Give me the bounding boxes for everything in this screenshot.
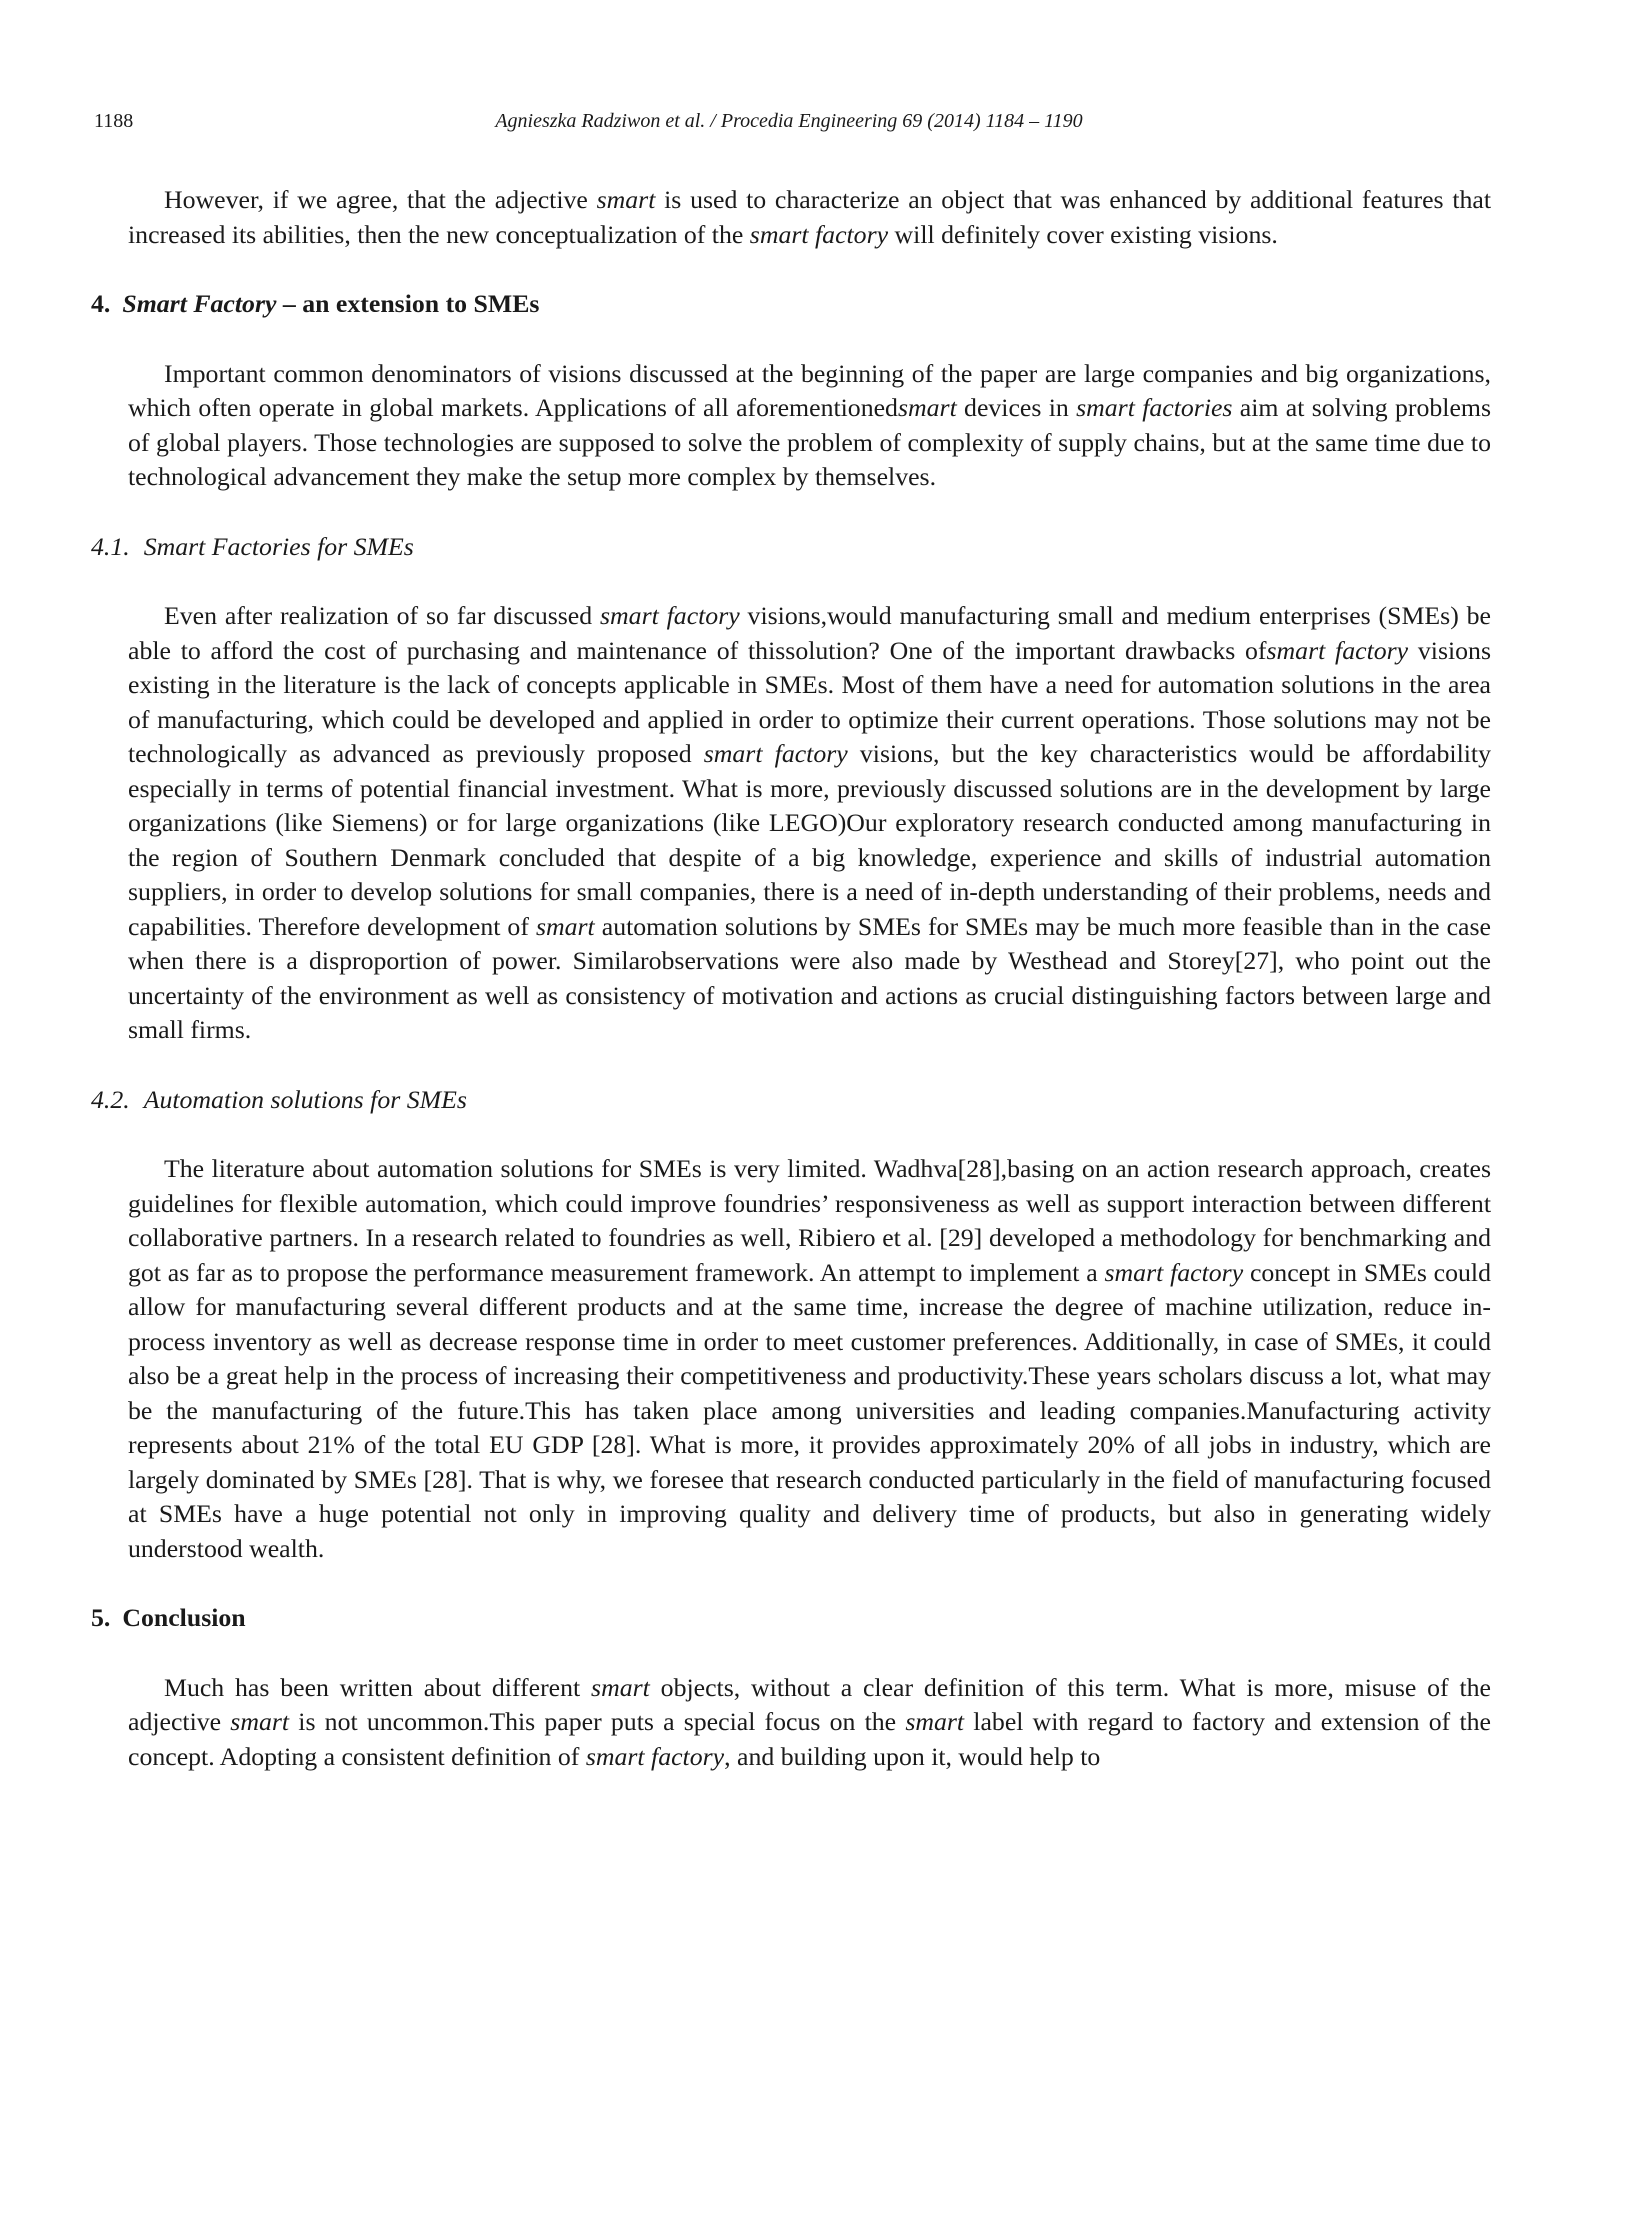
text-run: aim at solving problems of global players. Those technologies are supposed to solve the problem of complexity of supply chains, but at the same time due to technological advancement they make the setup more complex by themselves. xyxy=(128,393,1492,491)
section-heading-5 xyxy=(91,1601,1491,1636)
subsection-title: Smart Factories for SMEs xyxy=(143,531,414,561)
paragraph-conclusion xyxy=(128,1671,1491,1775)
subsection-heading-4-1 xyxy=(91,530,1491,565)
paragraph-section-4 xyxy=(128,357,1491,495)
text-run: Even after realization of so far discussed xyxy=(164,601,600,630)
text-run: , and building upon it, would help to xyxy=(724,1741,1101,1771)
italic-term: smart xyxy=(905,1707,965,1736)
subsection-number: 4.2. xyxy=(91,1084,130,1114)
text-run: concept in SMEs could allow for manufacturing several different products and at the same time, increase the degree of machine utilization, reduce in-process inventory as well as decrease response time in order to meet customer preferences. Additionally, in case of SMEs, it could also be a great help in the process of increasing their competitiveness and productivity.These years scholars discuss a lot, what may be the manufacturing of the future.This has taken place among universities and leading companies.Manufacturing activity represents about 21% of the total EU GDP [28]. What is more, it provides approximately 20% of all jobs in industry, which are largely dominated by SMEs [28]. That is why, we foresee that research conducted particularly in the field of manufacturing focused at SMEs have a huge potential not only in improving quality and delivery time of products, but also in generating widely understood wealth. xyxy=(128,1257,1491,1563)
italic-term: smart factory xyxy=(600,601,740,630)
text-run: is not uncommon.This paper puts a special focus on the xyxy=(289,1707,906,1736)
section-number: 4. xyxy=(91,289,111,318)
section-heading-4 xyxy=(91,287,1491,322)
text-run: devices in xyxy=(956,393,1077,422)
italic-term: smart xyxy=(897,393,957,422)
page-number: 1188 xyxy=(94,110,134,132)
text-run: is used to characterize an object that was enhanced by additional features that increased its abilities, then the new conceptualization of the xyxy=(128,185,1491,249)
article-body xyxy=(91,183,1492,1774)
text-run: visions existing in the literature is the lack of concepts applicable in SMEs. Most of them have a need for automation solutions in the area of manufacturing, which could be developed and applied in order to optimize their current operations. Those solutions may not be technologically as advanced as previously proposed xyxy=(128,635,1491,768)
italic-term: smart factory xyxy=(703,739,848,768)
paragraph-section-4-1 xyxy=(128,599,1491,1048)
page-header xyxy=(94,110,1484,140)
text-run: visions,would manufacturing small and medium enterprises (SMEs) be able to afford the cost of purchasing and maintenance of thissolution? One of the important drawbacks of xyxy=(128,601,1491,665)
section-number: 5. xyxy=(91,1603,111,1632)
section-title-italic: Smart Factory xyxy=(122,289,277,318)
text-run: automation solutions by SMEs for SMEs may be much more feasible than in the case when there is a disproportion of power. Similarobservations were also made by Westhead and Storey[27], who point out the uncertainty of the environment as well as consistency of motivation and actions as crucial distinguishing factors between large and small firms. xyxy=(128,911,1491,1044)
italic-term: smart factory xyxy=(585,1741,725,1771)
text-run: Much has been written about different xyxy=(164,1672,592,1702)
italic-term: smart xyxy=(596,185,656,214)
section-title-rest: – an extension to SMEs xyxy=(276,289,540,318)
subsection-heading-4-2 xyxy=(91,1083,1491,1118)
italic-term: smart factory xyxy=(749,219,889,249)
italic-term: smart xyxy=(591,1672,650,1702)
text-run: label with regard to factory and extension of the concept. Adopting a consistent definition of xyxy=(128,1707,1491,1771)
italic-term: smart xyxy=(230,1707,290,1736)
text-run: objects, without a clear definition of this term. What is more, misuse of the adjective xyxy=(128,1672,1492,1736)
italic-term: smart factories xyxy=(1076,393,1233,422)
subsection-title: Automation solutions for SMEs xyxy=(143,1084,467,1114)
italic-term: smart factory xyxy=(1266,635,1409,665)
running-head: Agnieszka Radziwon et al. / Procedia Engineering 69 (2014) 1184 – 1190 xyxy=(495,110,1083,132)
text-run: However, if we agree, that the adjective xyxy=(164,185,597,214)
paragraph-section-4-2 xyxy=(128,1152,1491,1566)
paragraph-intro xyxy=(128,183,1491,252)
subsection-number: 4.1. xyxy=(91,531,130,561)
section-title: Conclusion xyxy=(122,1603,246,1632)
italic-term: smart xyxy=(535,911,595,941)
text-run: will definitely cover existing visions. xyxy=(888,219,1278,249)
text-run: visions, but the key characteristics would be affordability especially in terms of potential financial investment. What is more, previously discussed solutions are in the development by large organizations (like Siemens) or for large organizations (like LEGO)Our exploratory research conducted among manufacturing in the region of Southern Denmark concluded that despite of a big knowledge, experience and skills of industrial automation suppliers, in order to develop solutions for small companies, there is a need of in-depth understanding of their problems, needs and capabilities. Therefore development of xyxy=(128,739,1491,941)
text-run: The literature about automation solutions for SMEs is very limited. Wadhva[28],basing on an action research approach, creates guidelines for flexible automation, which could improve foundries’ responsiveness as well as support interaction between different collaborative partners. In a research related to foundries as well, Ribiero et al. [29] developed a methodology for benchmarking and got as far as to propose the performance measurement framework. An attempt to implement a xyxy=(128,1154,1491,1287)
text-run: Important common denominators of visions discussed at the beginning of the paper are large companies and big organizations, which often operate in global markets. Applications of all aforementioned xyxy=(128,358,1491,422)
italic-term: smart factory xyxy=(1104,1257,1244,1287)
